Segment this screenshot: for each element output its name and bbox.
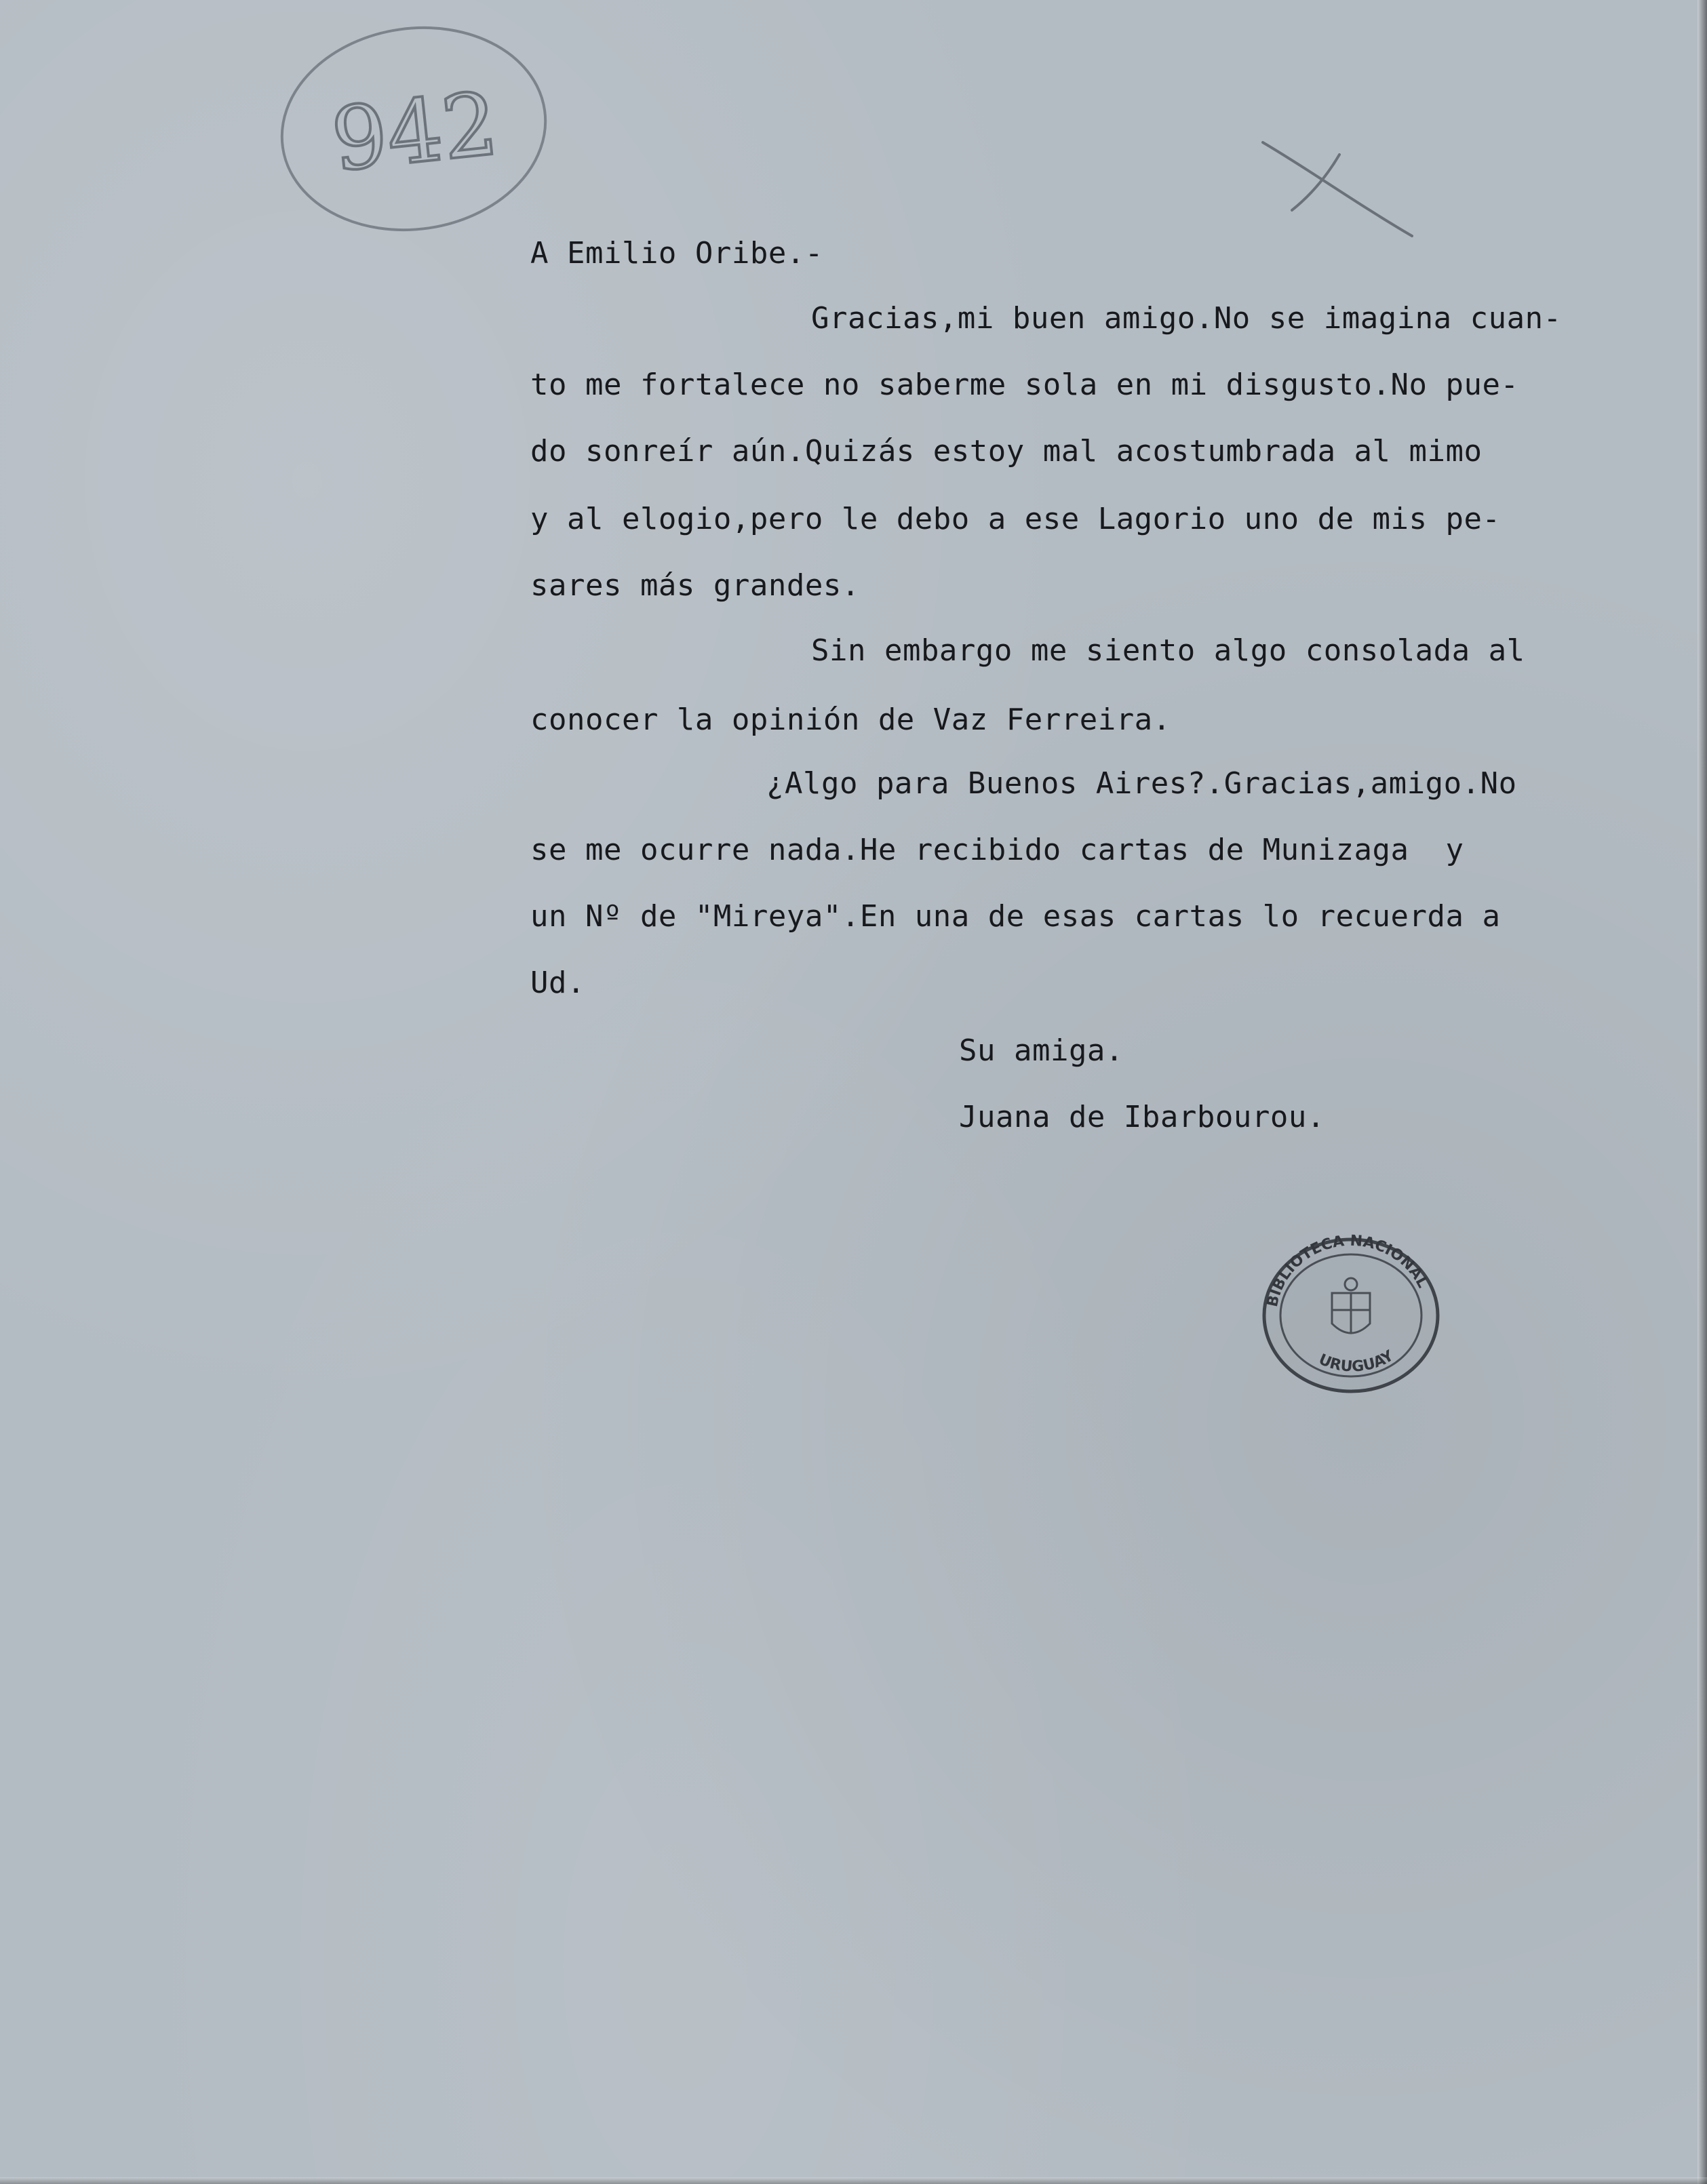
paragraph1-line3: do sonreír aún.Quizás estoy mal acostumbrada al mimo [530, 434, 1483, 469]
paragraph2-line2: conocer la opinión de Vaz Ferreira. [530, 702, 1171, 737]
page-edge-shadow [1698, 0, 1707, 2184]
signature: Juana de Ibarbourou. [959, 1100, 1325, 1134]
paragraph2-line1: Sin embargo me siento algo consolada al [811, 633, 1525, 668]
stamp-text-top: BIBLIOTECA NACIONAL [1264, 1232, 1432, 1309]
salutation: A Emilio Oribe.- [530, 236, 823, 271]
paragraph1-line2: to me fortalece no saberme sola en mi disgusto.No pue- [530, 368, 1519, 402]
library-stamp [1256, 1229, 1446, 1398]
folio-number: 942 [327, 73, 503, 192]
paragraph3-line2: se me ocurre nada.He recibido cartas de Munizaga y [530, 833, 1464, 867]
paragraph3-line4: Ud. [530, 966, 585, 1000]
stamp-text-bottom: URUGUAY [1316, 1347, 1397, 1376]
page-bottom-edge [0, 2177, 1707, 2184]
paragraph1-line5: sares más grandes. [530, 568, 860, 603]
paragraph1-line1: Gracias,mi buen amigo.No se imagina cuan- [811, 301, 1562, 336]
paragraph3-line3: un Nº de "Mireya".En una de esas cartas lo recuerda a [530, 899, 1501, 934]
paragraph1-line4: y al elogio,pero le debo a ese Lagorio uno de mis pe- [530, 502, 1501, 536]
paragraph3-line1: ¿Algo para Buenos Aires?.Gracias,amigo.No [766, 766, 1517, 801]
closing: Su amiga. [959, 1033, 1124, 1068]
